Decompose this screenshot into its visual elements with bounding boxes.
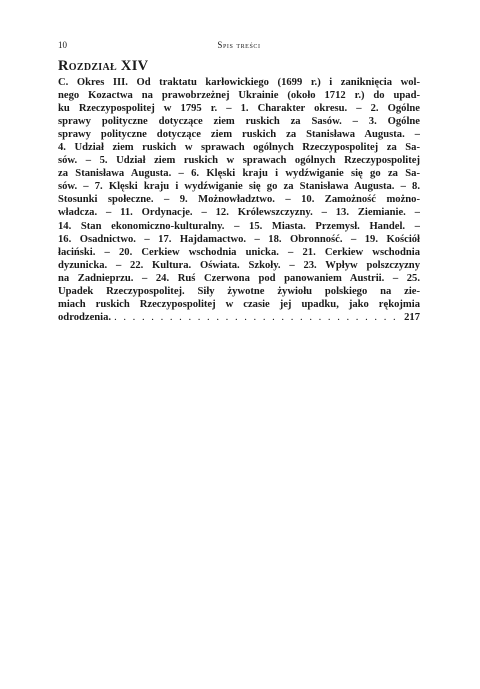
toc-entry-line: nego Kozactwa na prawobrzeżnej Ukrainie (około 1712 r.) do upad- [58,90,420,102]
toc-entry-line: 16. Osadnictwo. – 17. Hajdamactwo. – 18. Obronność. – 19. Kościół [58,233,420,245]
toc-entry-line: sów. – 5. Udział ziem ruskich w sprawach ogólnych Rzeczypospolitej [58,155,420,167]
table-of-contents [58,58,420,324]
page-number: 10 [58,40,67,50]
toc-entry-line: Upadek Rzeczypospolitej. Siły żywotne żywiołu polskiego na zie- [58,285,420,297]
toc-entry [58,76,420,324]
toc-entry-line: za Stanisława Augusta. – 6. Klęski kraju i wydźwiganie się go za Sa- [58,168,420,180]
toc-entry-line: C. Okres III. Od traktatu karłowickiego (1699 r.) i zaniknięcia wol- [58,77,420,88]
toc-entry-line: 4. Udział ziem ruskich w sprawach ogólnych Rzeczypospolitej za Sa- [58,142,420,154]
toc-entry-final-line [58,311,420,324]
dot-leader [114,311,398,324]
toc-page-number: 217 [404,311,420,323]
running-head [58,38,420,52]
toc-entry-line: sprawy polityczne dotyczące ziem ruskich za Sasów. – 3. Ogólne [58,116,420,128]
toc-entry-line: na Zadnieprzu. – 24. Ruś Czerwona pod panowaniem Austrii. – 25. [58,272,420,284]
toc-entry-line: sów. – 7. Klęski kraju i wydźwiganie się go za Stanisława Augusta. – 8. [58,181,420,193]
toc-entry-line: ku Rzeczypospolitej w 1795 r. – 1. Charakter okresu. – 2. Ogólne [58,103,420,115]
toc-entry-line: sprawy polityczne dotyczące ziem ruskich za Stanisława Augusta. – [58,129,420,141]
toc-entry-line: Stosunki społeczne. – 9. Możnowładztwo. – 10. Zamożność możno- [58,194,420,206]
chapter-heading: Rozdział XIV [58,58,149,74]
toc-entry-line: władcza. – 11. Ordynacje. – 12. Królewszczyzny. – 13. Ziemianie. – [58,207,420,219]
toc-entry-line: 14. Stan ekonomiczno-kulturalny. – 15. Miasta. Przemysł. Handel. – [58,220,420,232]
toc-entry-line: łaciński. – 20. Cerkiew wschodnia unicka. – 21. Cerkiew wschodnia [58,246,420,258]
toc-entry-line: miach ruskich Rzeczypospolitej w czasie jej upadku, jako rękojmia [58,298,420,310]
toc-entry-line: dyzunicka. – 22. Kultura. Oświata. Szkoły. – 23. Wpływ polszczyzny [58,259,420,271]
running-title: Spis treści [217,40,261,50]
toc-entry-last-text: odrodzenia. [58,311,112,323]
